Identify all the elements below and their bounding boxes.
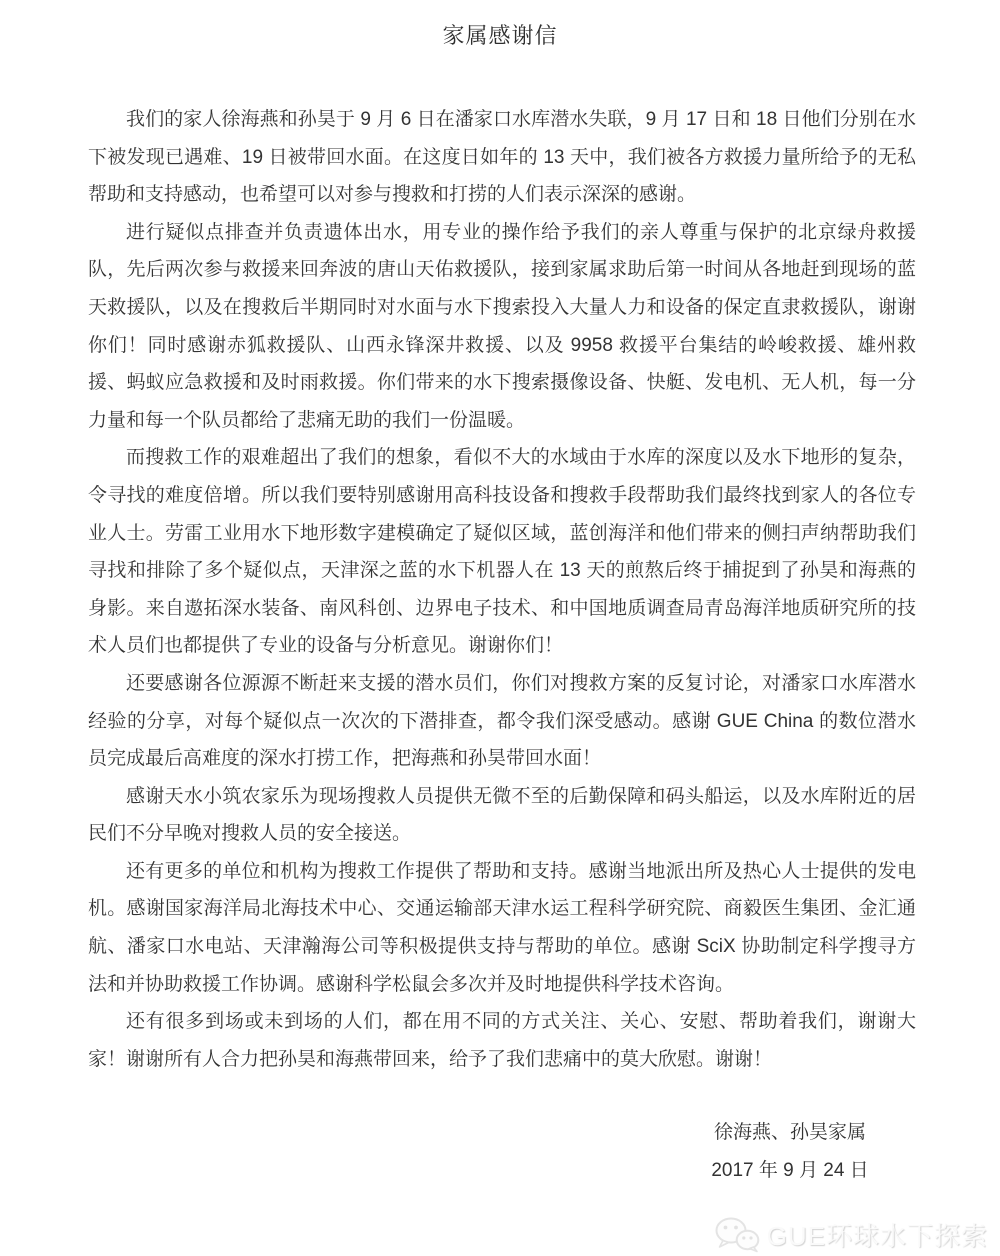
- letter-paragraph: 还要感谢各位源源不断赶来支援的潜水员们，你们对搜救方案的反复讨论，对潘家口水库潜水经验的分享，对每个疑似点一次次的下潜排查，都令我们深受感动。感谢 GUE China 的数位潜水员完成最后高难度的深水打捞工作，把海燕和孙昊带回水面！: [88, 672, 916, 770]
- letter-paragraph: 还有很多到场或未到场的人们，都在用不同的方式关注、关心、安慰、帮助着我们，谢谢大家！谢谢所有人合力把孙昊和海燕带回来，给予了我们悲痛中的莫大欣慰。谢谢！: [88, 1011, 916, 1070]
- signature-date: 2017 年 9 月 24 日: [711, 1160, 869, 1182]
- watermark-text: GUE环球水下探索: [766, 1221, 988, 1251]
- letter-paragraph: 而搜救工作的艰难超出了我们的想象，看似不大的水域由于水库的深度以及水下地形的复杂，令寻找的难度倍增。所以我们要特别感谢用高科技设备和搜救手段帮助我们最终找到家人的各位专业人士。劳雷工业用水下地形数字建模确定了疑似区域，蓝创海洋和他们带来的侧扫声纳帮助我们寻找和排除了多个疑似点，天津深之蓝的水下机器人在 13 天的煎熬后终于捕捉到了孙昊和海燕的身影。来自遨拓深水装备、南风科创、边界电子技术、和中国地质调查局青岛海洋地质研究所的技术人员们也都提供了专业的设备与分析意见。谢谢你们！: [88, 447, 916, 657]
- letter-title: 家属感谢信: [442, 23, 558, 48]
- letter-paragraph: 感谢天水小筑农家乐为现场搜救人员提供无微不至的后勤保障和码头船运，以及水库附近的居民们不分早晚对搜救人员的安全接送。: [88, 785, 916, 845]
- letter-paragraph: 还有更多的单位和机构为搜救工作提供了帮助和支持。感谢当地派出所及热心人士提供的发电机。感谢国家海洋局北海技术中心、交通运输部天津水运工程科学研究院、商毅医生集团、金汇通航、潘家口水电站、天津瀚海公司等积极提供支持与帮助的单位。感谢 SciX 协助制定科学搜寻方法和并协助救援工作协调。感谢科学松鼠会多次并及时地提供科学技术咨询。: [88, 860, 916, 995]
- signature-name: 徐海燕、孙昊家属: [713, 1122, 866, 1144]
- letter-body: [0, 101, 1000, 1078]
- wechat-icon: [714, 1217, 760, 1253]
- letter-paragraph: 进行疑似点排查并负责遗体出水，用专业的操作给予我们的亲人尊重与保护的北京绿舟救援队，先后两次参与救援来回奔波的唐山天佑救援队，接到家属求助后第一时间从各地赶到现场的蓝天救援队，以及在搜救后半期同时对水面与水下搜索投入大量人力和设备的保定直隶救援队，谢谢你们！同时感谢赤狐救援队、山西永锋深井救援、以及 9958 救援平台集结的岭峻救援、雄州救援、蚂蚁应急救援和及时雨救援。你们带来的水下搜索摄像设备、快艇、发电机、无人机，每一分力量和每一个队员都给了悲痛无助的我们一份温暖。: [88, 221, 916, 431]
- watermark: [714, 1216, 988, 1253]
- signature-block: [600, 1114, 980, 1189]
- letter-paragraph: 我们的家人徐海燕和孙昊于 9 月 6 日在潘家口水库潜水失联，9 月 17 日和 18 日他们分别在水下被发现已遇难、19 日被带回水面。在这度日如年的 13 天中，我们被各方救援力量所给予的无私帮助和支持感动，也希望可以对参与搜救和打捞的人们表示深深的感谢。: [88, 109, 916, 206]
